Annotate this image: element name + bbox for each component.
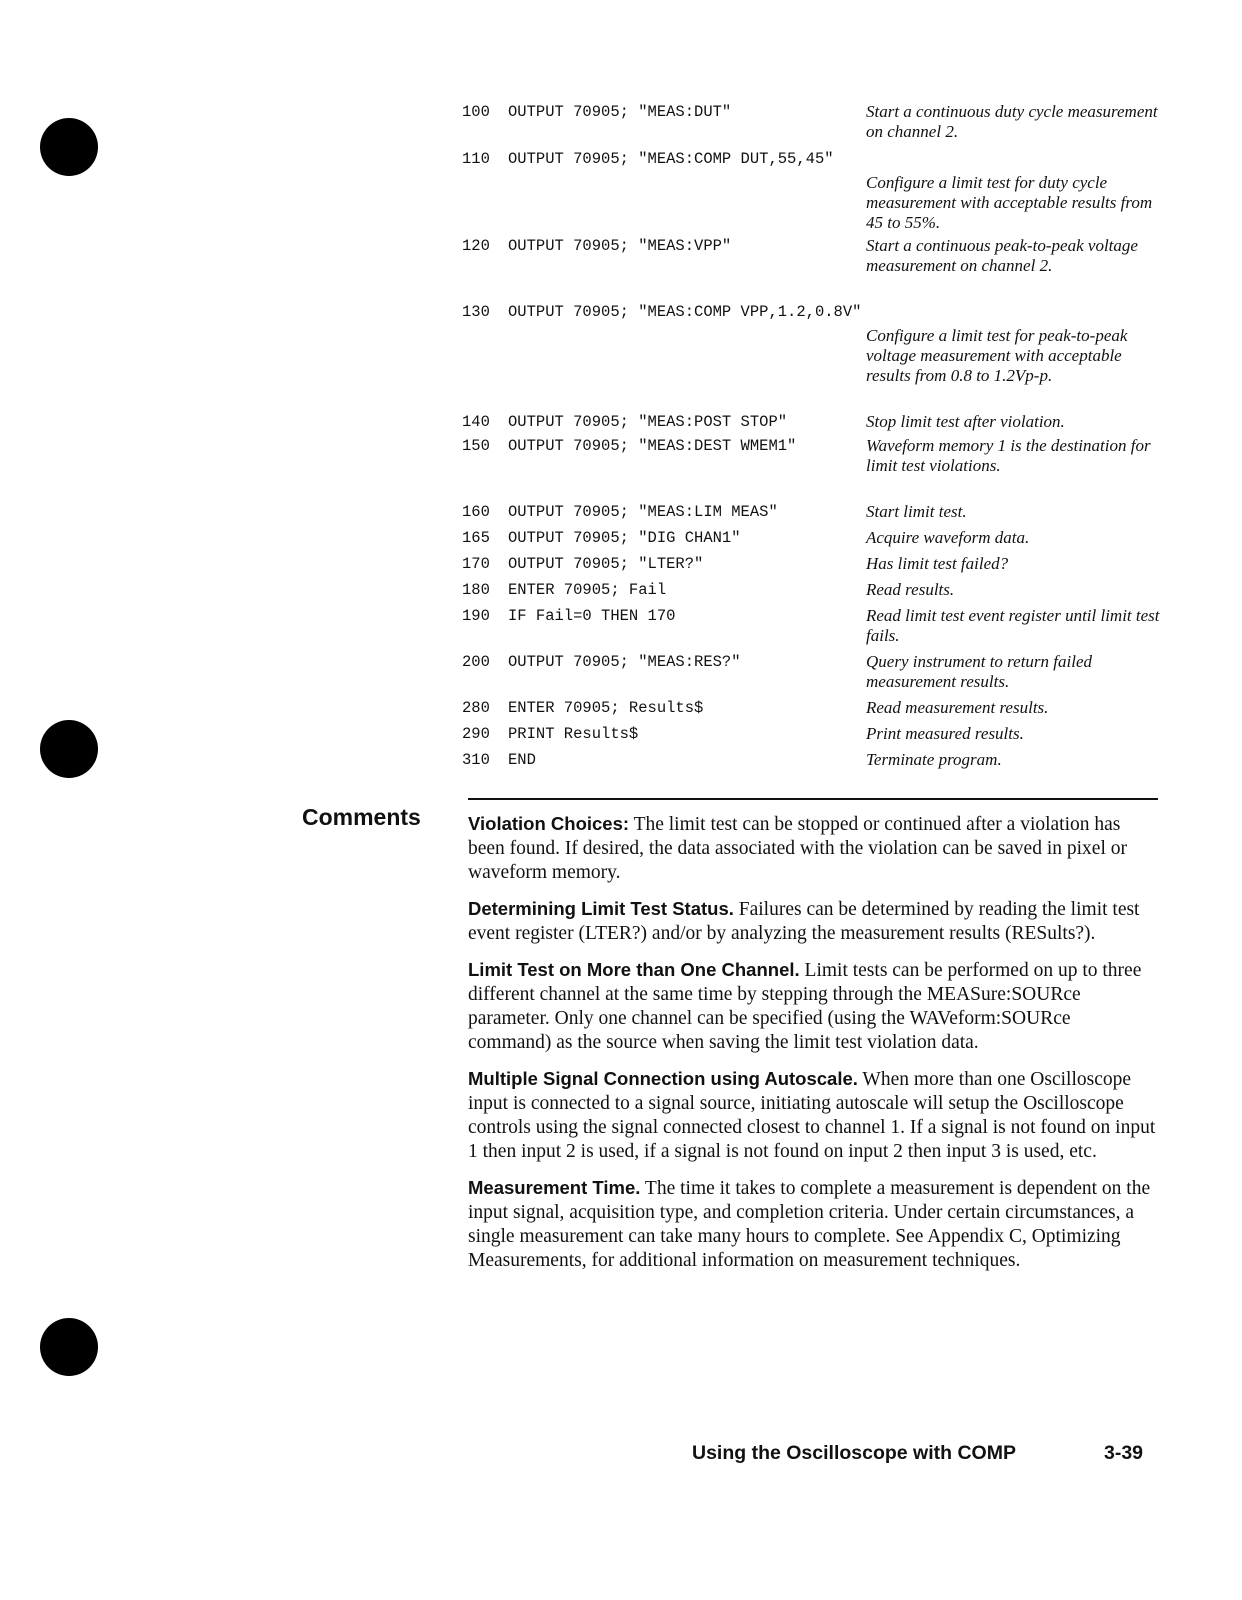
paragraph-text: The time it takes to complete a measurement is dependent on the input signal, acquisition type, and completion criteria. Under certain circumstances, a single measurement can take many hours to complete. See Appendix C, Optimizing Measurements, for additional information on measurement techniques.	[468, 1178, 1151, 1271]
comment-paragraph	[468, 812, 1158, 885]
line-number: 290	[462, 725, 490, 743]
line-number: 150	[462, 437, 490, 455]
code-description: Print measured results.	[866, 724, 1024, 743]
line-number: 140	[462, 413, 490, 431]
comment-paragraph	[468, 1067, 1158, 1164]
line-number: 120	[462, 237, 490, 255]
code-description: Configure a limit test for duty cycle measurement with acceptable results from 45 to 55%.	[866, 173, 1153, 232]
footer-chapter-title: Using the Oscilloscope with COMP	[692, 1442, 1016, 1464]
binder-hole	[40, 720, 98, 778]
line-number: 310	[462, 751, 490, 769]
paragraph-lead: Measurement Time.	[468, 1177, 641, 1198]
code-description: Acquire waveform data.	[866, 528, 1030, 547]
comment-paragraph	[468, 958, 1158, 1055]
code-statement: OUTPUT 70905; "MEAS:POST STOP"	[508, 413, 788, 431]
code-description: Read results.	[866, 580, 955, 599]
code-description: Start limit test.	[866, 502, 967, 521]
line-number: 110	[462, 150, 490, 168]
code-statement: OUTPUT 70905; "LTER?"	[508, 555, 704, 573]
code-description: Stop limit test after violation.	[866, 412, 1065, 431]
comments-heading: Comments	[302, 804, 421, 830]
code-statement: ENTER 70905; Fail	[508, 581, 667, 599]
code-description: Configure a limit test for peak-to-peak voltage measurement with acceptable results from 0.8 to 1.2Vp-p.	[866, 326, 1128, 385]
code-statement: OUTPUT 70905; "MEAS:COMP DUT,55,45"	[508, 150, 834, 168]
paragraph-lead: Multiple Signal Connection using Autoscale.	[468, 1068, 858, 1089]
line-number: 280	[462, 699, 490, 717]
code-statement: OUTPUT 70905; "MEAS:LIM MEAS"	[508, 503, 778, 521]
paragraph-text: The limit test can be stopped or continued after a violation has been found. If desired, the data associated with the violation can be saved in pixel or waveform memory.	[468, 814, 1127, 883]
code-description: Read measurement results.	[866, 698, 1049, 717]
line-number: 100	[462, 103, 490, 121]
code-statement: OUTPUT 70905; "MEAS:VPP"	[508, 237, 732, 255]
code-description: Terminate program.	[866, 750, 1002, 769]
code-description: Read limit test event register until limit test fails.	[866, 606, 1160, 645]
section-divider	[468, 798, 1158, 800]
paragraph-text: Limit tests can be performed on up to three different channel at the same time by stepping through the MEASure:SOURce parameter. Only one channel can be specified (using the WAVeform:SOURce command) as the source when saving the limit test violation data.	[468, 960, 1142, 1053]
line-number: 190	[462, 607, 490, 625]
line-number: 165	[462, 529, 490, 547]
code-description: Waveform memory 1 is the destination for limit test violations.	[866, 436, 1151, 475]
line-number: 130	[462, 303, 490, 321]
paragraph-lead: Limit Test on More than One Channel.	[468, 959, 800, 980]
line-number: 160	[462, 503, 490, 521]
code-description: Start a continuous duty cycle measurement on channel 2.	[866, 102, 1158, 141]
binder-hole	[40, 1318, 98, 1376]
comments-body	[468, 812, 1158, 1285]
paragraph-lead: Violation Choices:	[468, 813, 630, 834]
binder-hole	[40, 118, 98, 176]
code-description: Start a continuous peak-to-peak voltage measurement on channel 2.	[866, 236, 1138, 275]
paragraph-lead: Determining Limit Test Status.	[468, 898, 734, 919]
code-statement: IF Fail=0 THEN 170	[508, 607, 676, 625]
code-statement: OUTPUT 70905; "MEAS:COMP VPP,1.2,0.8V"	[508, 303, 862, 321]
code-statement: OUTPUT 70905; "MEAS:RES?"	[508, 653, 741, 671]
line-number: 180	[462, 581, 490, 599]
code-description: Has limit test failed?	[866, 554, 1009, 573]
code-statement: OUTPUT 70905; "DIG CHAN1"	[508, 529, 741, 547]
code-statement: PRINT Results$	[508, 725, 639, 743]
comment-paragraph	[468, 897, 1158, 946]
code-statement: END	[508, 751, 536, 769]
paragraph-text: When more than one Oscilloscope input is connected to a signal source, initiating autoscale will setup the Oscilloscope controls using the signal connected closest to channel 1. If a signal is not found on input 1 then input 2 is used, if a signal is not found on input 2 then input 3 is used, etc.	[468, 1069, 1156, 1162]
line-number: 170	[462, 555, 490, 573]
paragraph-text: Failures can be determined by reading the limit test event register (LTER?) and/or by analyzing the measurement results (RESults?).	[468, 899, 1140, 944]
page-number: 3-39	[1104, 1442, 1144, 1464]
code-statement: OUTPUT 70905; "MEAS:DEST WMEM1"	[508, 437, 797, 455]
line-number: 200	[462, 653, 490, 671]
code-description: Query instrument to return failed measurement results.	[866, 652, 1093, 691]
code-statement: OUTPUT 70905; "MEAS:DUT"	[508, 103, 732, 121]
comment-paragraph	[468, 1176, 1158, 1273]
code-statement: ENTER 70905; Results$	[508, 699, 704, 717]
